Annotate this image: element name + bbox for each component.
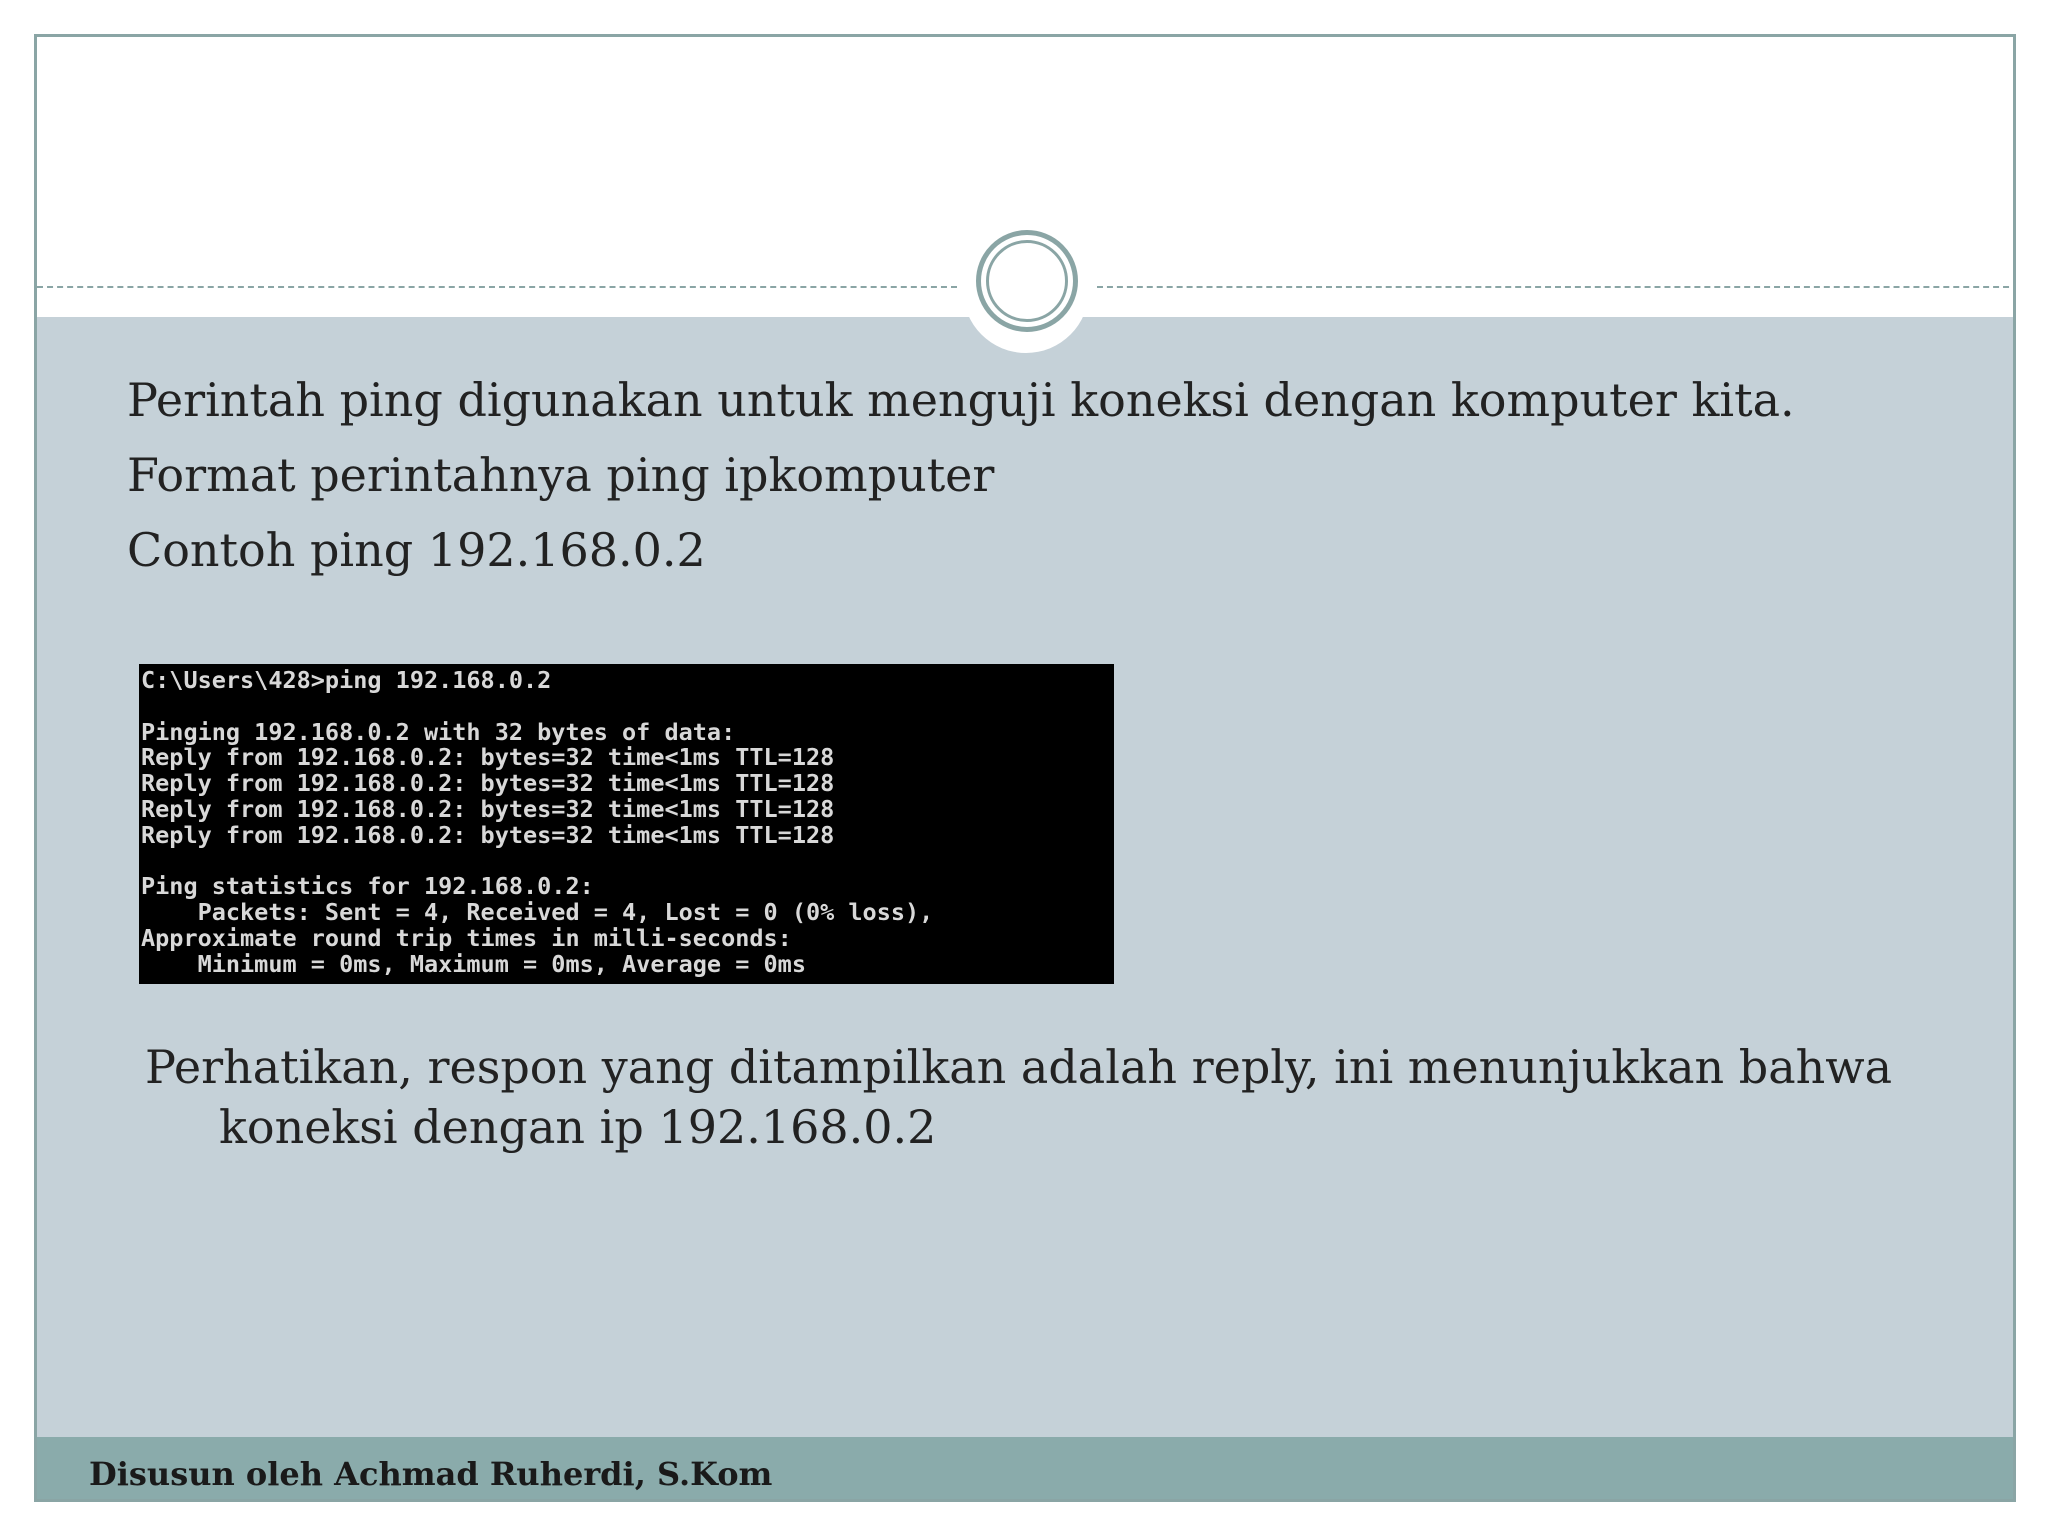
ring-ornament-inner xyxy=(986,240,1068,322)
terminal-line: Approximate round trip times in milli-seconds: xyxy=(141,925,792,952)
terminal-line: C:\Users\428>ping 192.168.0.2 xyxy=(141,668,552,694)
slide xyxy=(34,34,2016,1502)
footer-author: Disusun oleh Achmad Ruherdi, S.Kom xyxy=(89,1455,773,1493)
terminal-line: Reply from 192.168.0.2: bytes=32 time<1ms TTL=128 xyxy=(141,822,835,849)
terminal-line: Minimum = 0ms, Maximum = 0ms, Average = 0ms xyxy=(141,951,806,978)
terminal-line xyxy=(141,849,1114,875)
terminal-screenshot xyxy=(139,664,1114,984)
header-divider-left xyxy=(37,286,957,288)
text-line-example: Contoh ping 192.168.0.2 xyxy=(127,523,706,577)
slide-footer xyxy=(37,1437,2013,1502)
terminal-line: Packets: Sent = 4, Received = 4, Lost = 0 (0% loss), xyxy=(141,900,934,926)
header-divider-right xyxy=(1097,286,2016,288)
ring-ornament-icon xyxy=(976,230,1078,332)
terminal-line: Reply from 192.168.0.2: bytes=32 time<1ms TTL=128 xyxy=(141,796,835,823)
note-paragraph: Perhatikan, respon yang ditampilkan adalah reply, ini menunjukkan bahwa koneksi dengan ip 192.168.0.2 xyxy=(145,1040,1893,1154)
terminal-line: Reply from 192.168.0.2: bytes=32 time<1ms TTL=128 xyxy=(141,745,835,772)
terminal-line: Ping statistics for 192.168.0.2: xyxy=(141,874,594,901)
terminal-line: Reply from 192.168.0.2: bytes=32 time<1ms TTL=128 xyxy=(141,771,835,797)
terminal-line: Pinging 192.168.0.2 with 32 bytes of data: xyxy=(141,719,736,746)
terminal-line xyxy=(141,694,1114,720)
text-line-command-format: Format perintahnya ping ipkomputer xyxy=(127,448,995,502)
text-line-ping-description: Perintah ping digunakan untuk menguji koneksi dengan komputer kita. xyxy=(127,373,1795,427)
